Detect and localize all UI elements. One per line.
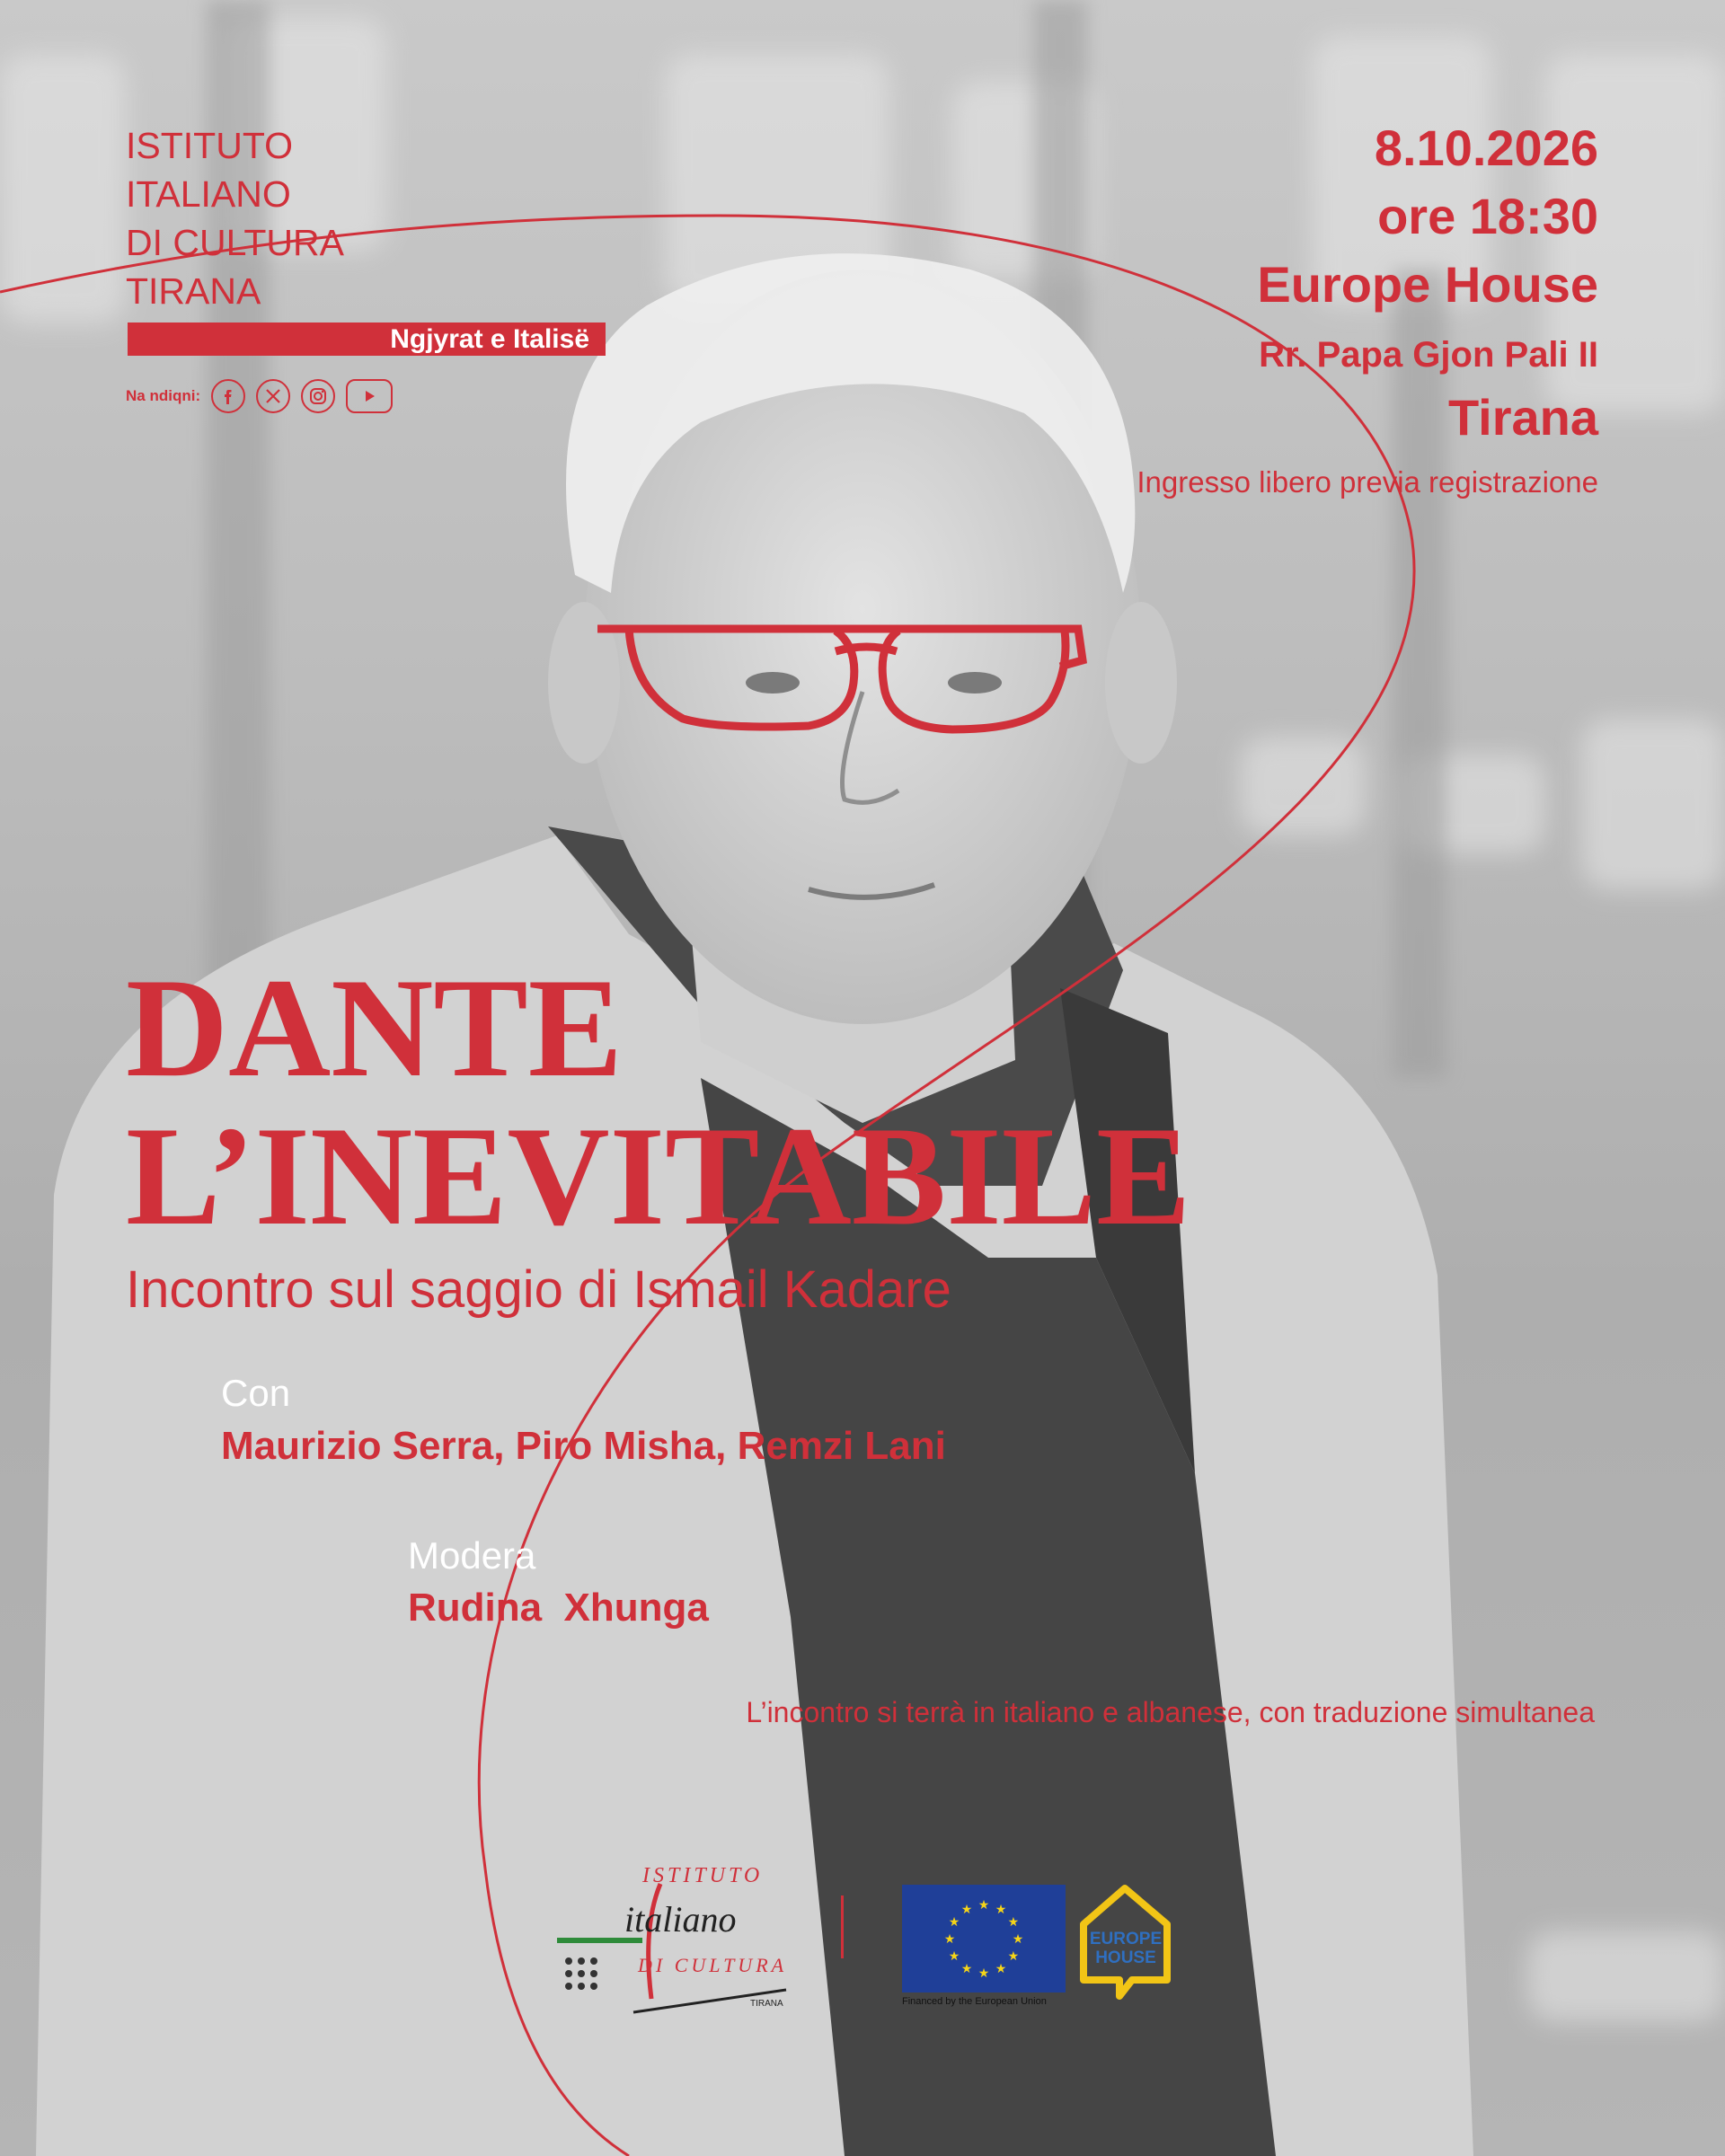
event-venue: Europe House <box>1257 256 1598 313</box>
org-line: ISTITUTO <box>126 125 294 166</box>
iic-logo-line: TIRANA <box>750 1999 783 2009</box>
tagline-bar: Ngjyrat e Italisë <box>128 323 606 356</box>
eu-star-icon: ★ <box>1007 1948 1020 1963</box>
youtube-icon[interactable] <box>346 379 393 413</box>
eu-caption: Financed by the European Union <box>902 1996 1047 2007</box>
moderator-name: Rudina Xhunga <box>408 1586 709 1630</box>
europe-house-line: HOUSE <box>1095 1948 1156 1967</box>
event-address: Rr. Papa Gjon Pali II <box>1259 335 1598 375</box>
translation-note: L’incontro si terrà in italiano e albanese, con traduzione simultanea <box>746 1696 1595 1728</box>
social-follow <box>126 379 393 413</box>
europe-house-line: EUROPE <box>1089 1930 1163 1948</box>
org-line: ITALIANO <box>126 173 291 215</box>
speakers-names: Maurizio Serra, Piro Misha, Remzi Lani <box>221 1424 946 1468</box>
follow-label: Na ndiqni: <box>126 387 201 404</box>
eu-star-icon: ★ <box>995 1902 1007 1917</box>
logo-divider <box>841 1895 844 1958</box>
organization-name <box>126 121 344 315</box>
eu-star-icon: ★ <box>1012 1931 1024 1946</box>
facebook-icon[interactable] <box>211 379 245 413</box>
eu-flag-icon <box>902 1885 1066 1993</box>
europe-house-text <box>1085 1930 1166 1967</box>
eu-star-icon: ★ <box>995 1960 1007 1975</box>
eu-star-icon: ★ <box>948 1914 960 1929</box>
iic-logo-line: italiano <box>624 1899 737 1940</box>
event-admission: Ingresso libero previa registrazione <box>1137 465 1598 499</box>
org-line: DI CULTURA <box>126 222 344 263</box>
eu-star-icon: ★ <box>960 1902 973 1917</box>
iic-logo-line: ISTITUTO <box>642 1864 764 1887</box>
iic-tirana-logo <box>553 1864 804 2026</box>
eu-star-icon: ★ <box>978 1897 990 1912</box>
event-title-line1: DANTE <box>126 950 624 1107</box>
eu-star-icon: ★ <box>1007 1914 1020 1929</box>
moderator-label: Modera <box>408 1534 536 1577</box>
eu-logo <box>902 1885 1066 2014</box>
instagram-icon[interactable] <box>301 379 335 413</box>
event-date: 8.10.2026 <box>1374 119 1598 176</box>
eu-star-icon: ★ <box>948 1948 960 1963</box>
eu-star-icon: ★ <box>978 1966 990 1980</box>
iic-logo-line: DI CULTURA <box>638 1954 788 1976</box>
event-title-line2: L’INEVITABILE <box>126 1098 1191 1255</box>
event-time: ore 18:30 <box>1377 188 1598 244</box>
speakers-label: Con <box>221 1372 291 1414</box>
event-city: Tirana <box>1447 389 1598 446</box>
org-line: TIRANA <box>126 270 261 312</box>
eu-star-icon: ★ <box>960 1960 973 1975</box>
x-icon[interactable] <box>256 379 290 413</box>
event-subtitle: Incontro sul saggio di Ismail Kadare <box>126 1260 951 1319</box>
eu-star-icon: ★ <box>943 1931 956 1946</box>
europe-house-logo <box>1078 1883 1172 2001</box>
